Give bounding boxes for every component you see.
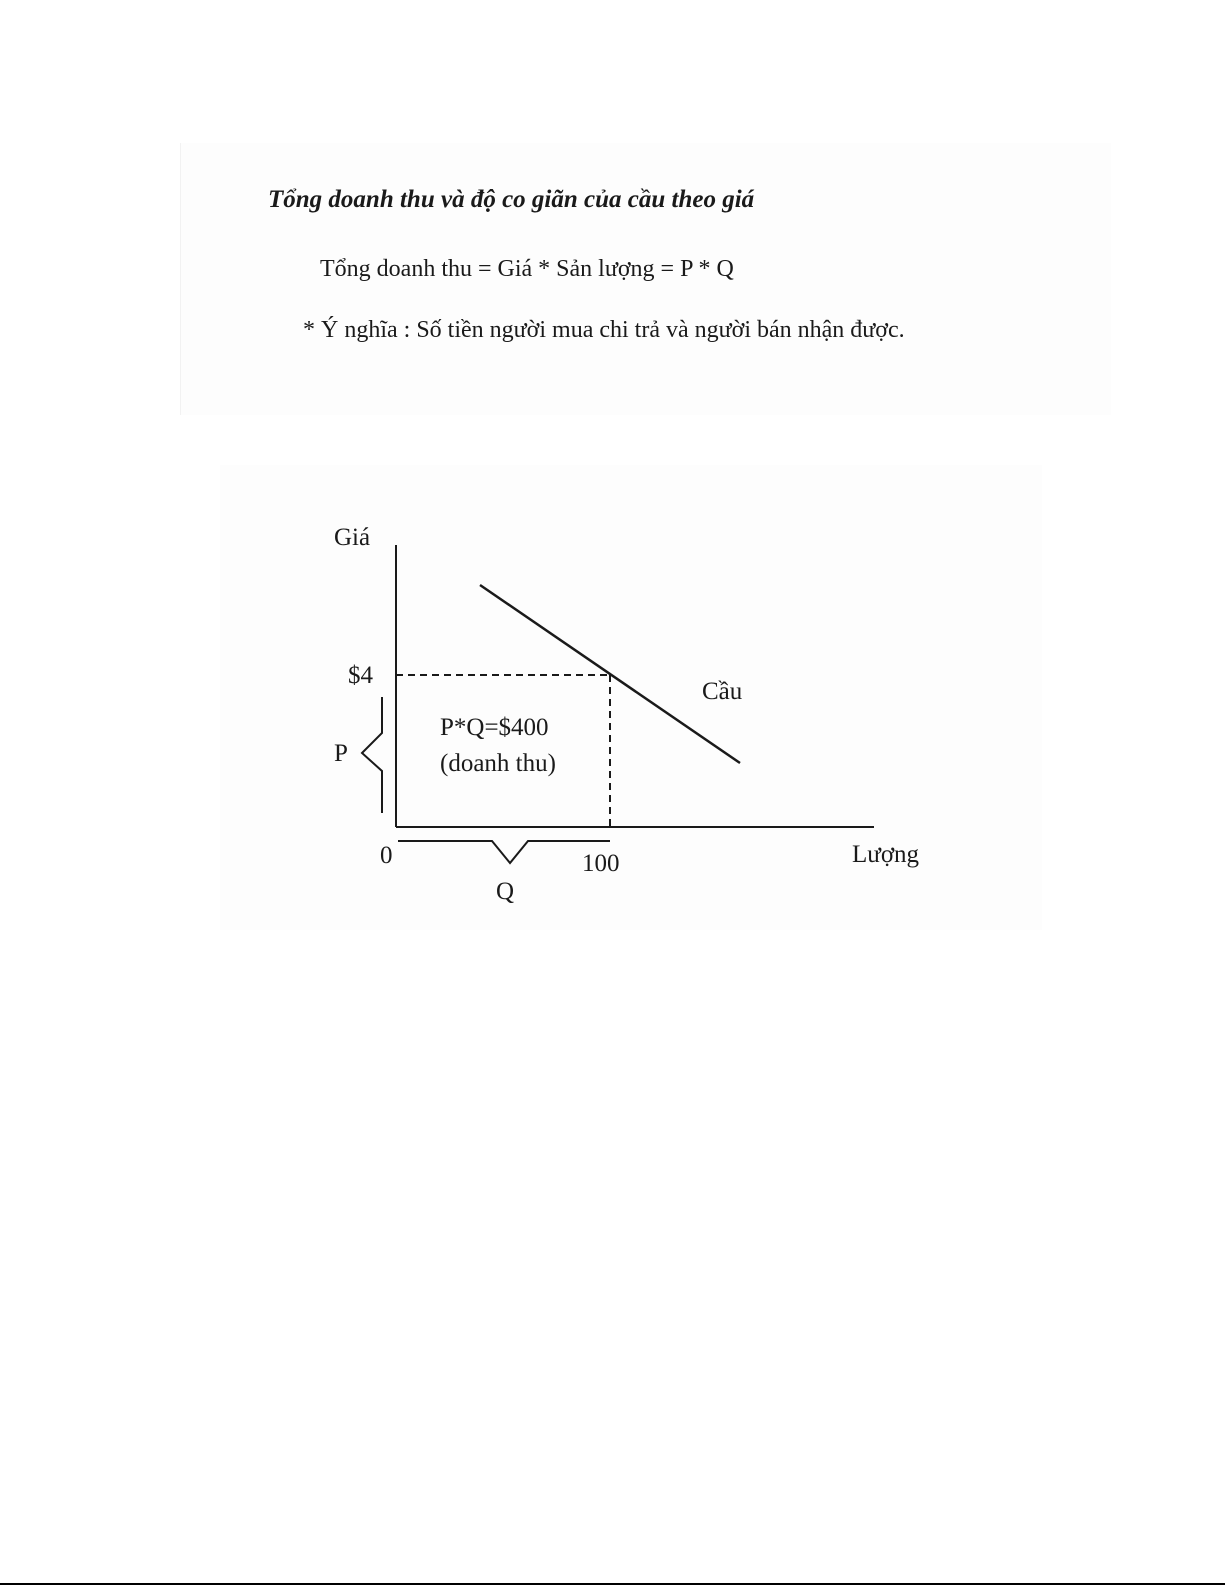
p-brace <box>362 697 382 813</box>
p-brace-label: P <box>334 740 348 767</box>
area-label-line2: (doanh thu) <box>440 750 556 777</box>
price-tick-label: $4 <box>348 662 373 689</box>
x-axis-label: Lượng <box>852 841 920 868</box>
figure-panel <box>220 465 1042 930</box>
section-heading: Tổng doanh thu và độ co giãn của cầu theo giá <box>268 186 755 213</box>
demand-revenue-diagram <box>220 465 1042 930</box>
revenue-formula: Tổng doanh thu = Giá * Sản lượng = P * Q <box>320 256 734 282</box>
area-label-line1: P*Q=$400 <box>440 714 549 741</box>
q-brace <box>398 841 610 863</box>
meaning-note: * Ý nghĩa : Số tiền người mua chi trả và người bán nhận được. <box>303 317 905 343</box>
origin-label: 0 <box>380 842 393 869</box>
demand-label: Cầu <box>702 678 743 705</box>
quantity-tick-label: 100 <box>582 850 620 877</box>
y-axis-label: Giá <box>334 524 371 551</box>
q-brace-label: Q <box>496 878 515 905</box>
